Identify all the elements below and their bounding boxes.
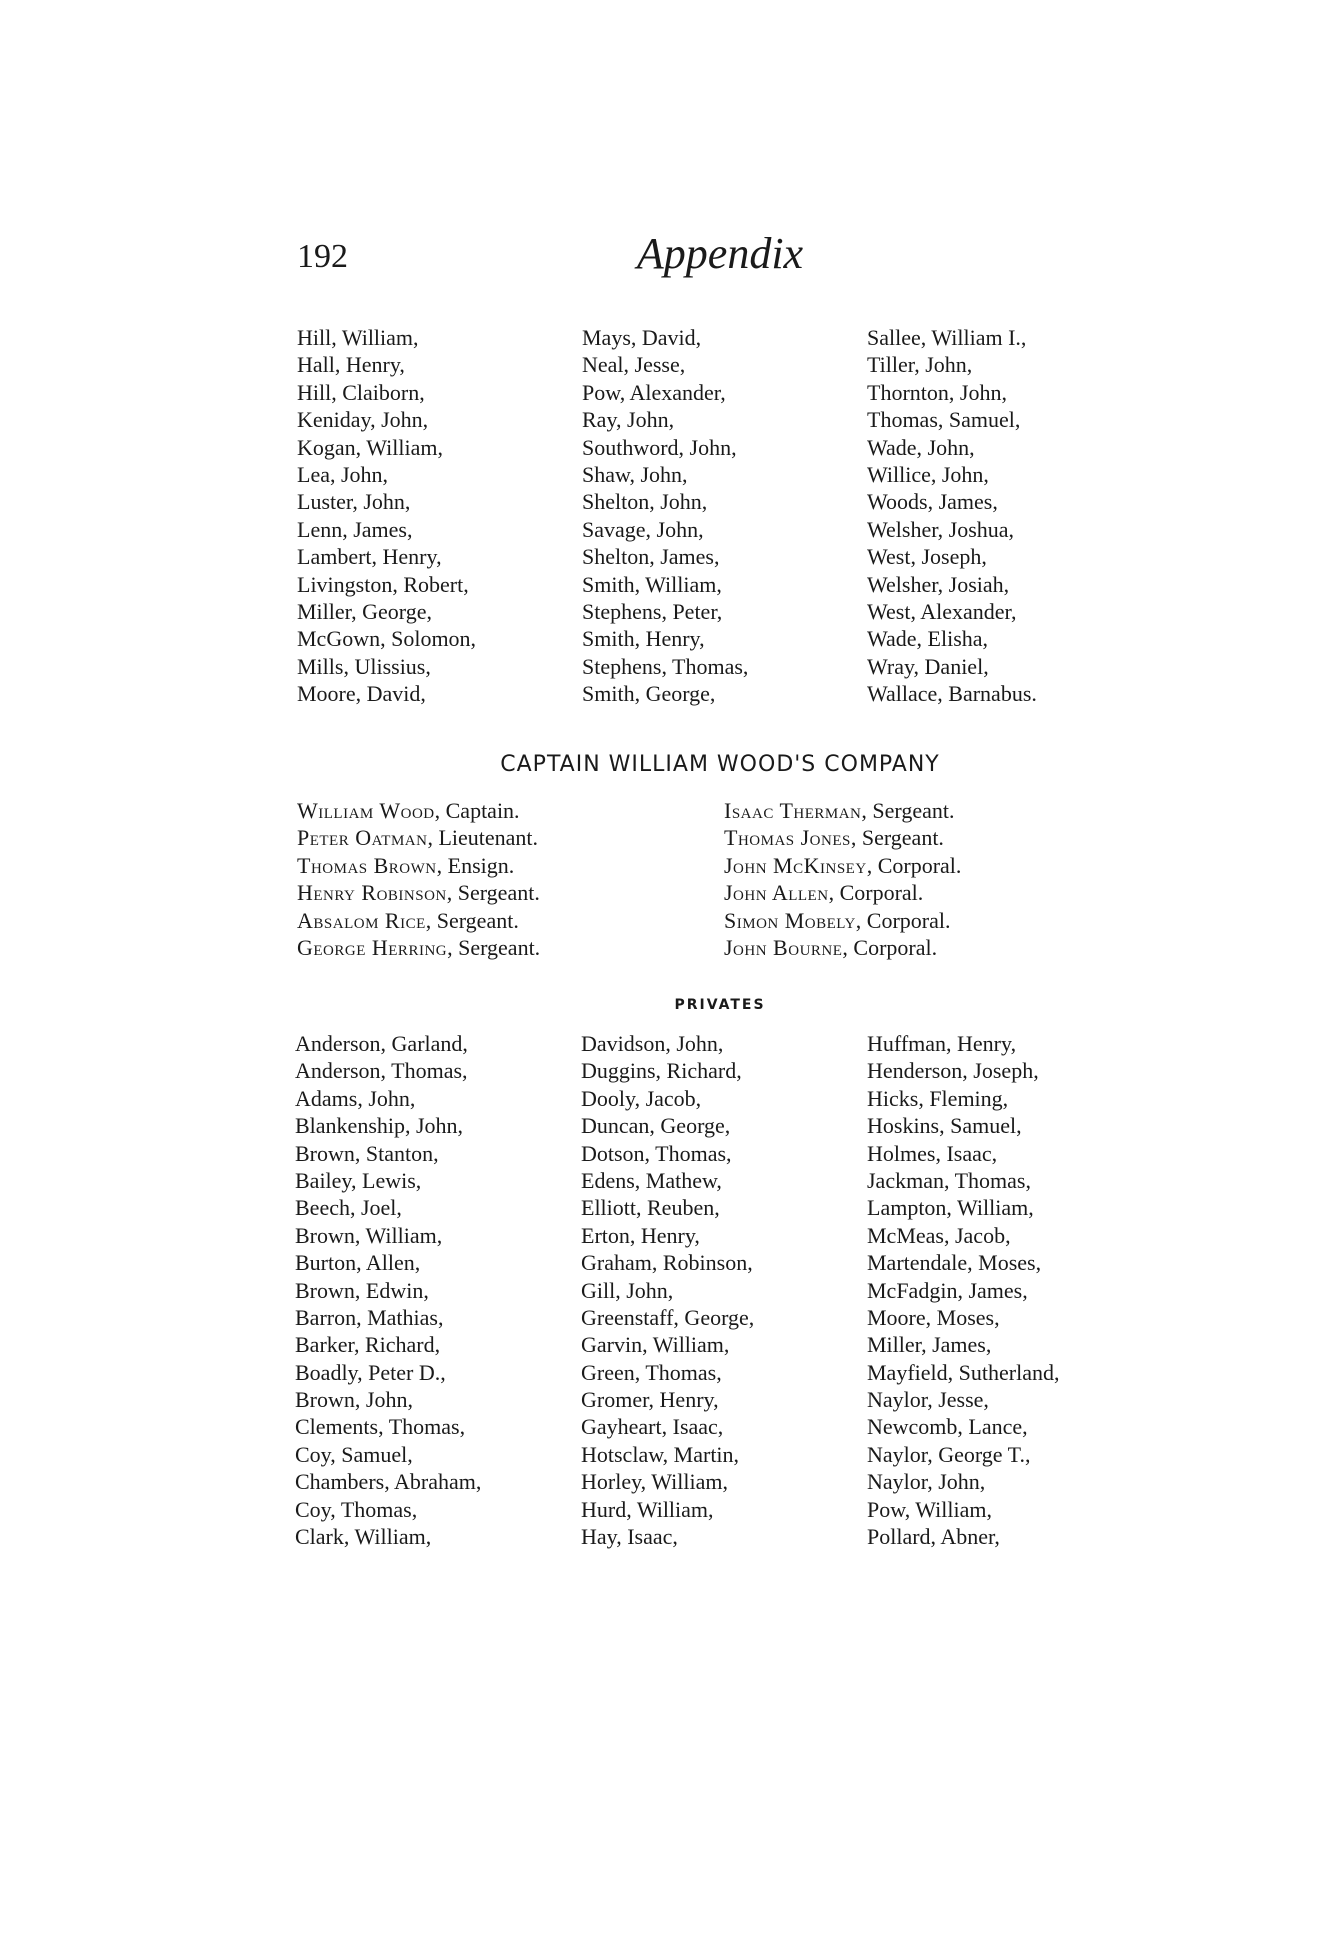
list-item: Sallee, William I., <box>867 325 1027 350</box>
running-head: Appendix <box>636 229 804 278</box>
privates-column-3 <box>867 1030 1059 1550</box>
officer-name: Peter Oatman <box>297 825 428 851</box>
list-item: Savage, John, <box>582 516 704 542</box>
officer-rank: , Sergeant. <box>425 907 519 933</box>
list-item: Moore, Moses, <box>867 1304 1000 1330</box>
officers-right <box>724 797 961 961</box>
list-item: Coy, Samuel, <box>295 1441 413 1467</box>
list-item: Welsher, Joshua, <box>867 516 1015 542</box>
officer-rank: , Sergeant. <box>850 825 944 851</box>
officer-name: John Allen <box>724 880 829 906</box>
officer-name: John Bourne <box>724 934 843 960</box>
list-item: Henderson, Joseph, <box>867 1058 1039 1084</box>
list-item: Mayfield, Sutherland, <box>867 1359 1060 1385</box>
list-item: Dooly, Jacob, <box>581 1085 702 1111</box>
list-item: Brown, Stanton, <box>295 1140 439 1166</box>
list-item: Bailey, Lewis, <box>295 1167 422 1193</box>
list-item: McGown, Solomon, <box>297 626 477 652</box>
list-item: Huffman, Henry, <box>867 1031 1017 1056</box>
list-item: McMeas, Jacob, <box>867 1222 1011 1248</box>
list-item: Welsher, Josiah, <box>867 571 1010 597</box>
list-item: Kogan, William, <box>297 434 443 460</box>
list-item: Lampton, William, <box>867 1195 1034 1221</box>
list-item: Miller, James, <box>867 1332 992 1358</box>
list-item: Southword, John, <box>582 434 737 460</box>
list-item: Barker, Richard, <box>295 1332 441 1358</box>
officer-name: Thomas Jones <box>724 825 851 851</box>
list-item: Adams, John, <box>295 1085 416 1111</box>
top-list-column-3 <box>867 324 1037 707</box>
list-item: Smith, George, <box>582 681 716 707</box>
list-item: Graham, Robinson, <box>581 1250 753 1276</box>
officer-entry <box>297 852 540 879</box>
list-item: Mills, Ulissius, <box>297 653 431 679</box>
list-item: Luster, John, <box>297 489 411 515</box>
list-item: Brown, William, <box>295 1222 443 1248</box>
privates-column-2 <box>581 1030 754 1550</box>
top-list-column-1 <box>297 324 476 707</box>
officer-rank: , Sergeant. <box>861 798 955 823</box>
list-item: McFadgin, James, <box>867 1277 1028 1303</box>
list-item: Anderson, Garland, <box>295 1031 468 1056</box>
list-item: Clark, William, <box>295 1524 432 1550</box>
page-number: 192 <box>297 238 348 275</box>
list-item: Smith, Henry, <box>582 626 705 652</box>
list-item: Coy, Thomas, <box>295 1496 418 1522</box>
list-item: Thomas, Samuel, <box>867 407 1021 433</box>
privates-column-1 <box>295 1030 481 1550</box>
list-item: West, Joseph, <box>867 544 987 570</box>
list-item: Gromer, Henry, <box>581 1387 719 1413</box>
list-item: Hill, Claiborn, <box>297 379 425 405</box>
officer-rank: , Lieutenant. <box>427 825 539 851</box>
list-item: Thornton, John, <box>867 379 1007 405</box>
officer-entry <box>297 907 540 934</box>
officer-rank: , Sergeant. <box>447 934 541 960</box>
list-item: Wade, Elisha, <box>867 626 989 652</box>
list-item: Naylor, John, <box>867 1469 986 1495</box>
list-item: Holmes, Isaac, <box>867 1140 998 1166</box>
list-item: Lea, John, <box>297 461 389 487</box>
officer-name: Thomas Brown <box>297 852 437 878</box>
list-item: Garvin, William, <box>581 1332 730 1358</box>
list-item: Dotson, Thomas, <box>581 1140 732 1166</box>
privates-label: PRIVATES <box>674 997 766 1013</box>
list-item: Barron, Mathias, <box>295 1304 444 1330</box>
officer-rank: , Corporal. <box>828 880 924 906</box>
top-list-column-2 <box>582 324 748 707</box>
list-item: Shelton, John, <box>582 489 708 515</box>
officer-entry <box>724 907 961 934</box>
officer-entry <box>297 797 540 824</box>
list-item: Pow, William, <box>867 1496 993 1522</box>
list-item: Shaw, John, <box>582 461 688 487</box>
list-item: Jackman, Thomas, <box>867 1167 1031 1193</box>
list-item: Tiller, John, <box>867 352 973 378</box>
list-item: Wray, Daniel, <box>867 653 989 679</box>
officer-rank: , Sergeant. <box>446 880 540 906</box>
list-item: Ray, John, <box>582 407 675 433</box>
list-item: Beech, Joel, <box>295 1195 402 1221</box>
list-item: Gill, John, <box>581 1277 674 1303</box>
list-item: Wallace, Barnabus. <box>867 681 1037 707</box>
list-item: Lambert, Henry, <box>297 544 442 570</box>
officer-entry <box>724 852 961 879</box>
list-item: Martendale, Moses, <box>867 1250 1042 1276</box>
list-item: Moore, David, <box>297 681 426 707</box>
list-item: Hurd, William, <box>581 1496 714 1522</box>
officer-rank: , Captain. <box>434 798 520 823</box>
list-item: Hill, William, <box>297 325 419 350</box>
officers-left <box>297 797 540 961</box>
list-item: Woods, James, <box>867 489 998 515</box>
officer-name: George Herring <box>297 934 448 960</box>
officer-entry <box>724 824 961 851</box>
list-item: Clements, Thomas, <box>295 1414 466 1440</box>
list-item: Newcomb, Lance, <box>867 1414 1028 1440</box>
list-item: Hall, Henry, <box>297 352 405 378</box>
list-item: Davidson, John, <box>581 1031 724 1056</box>
officer-name: Absalom Rice <box>297 907 426 933</box>
officer-entry <box>297 934 540 961</box>
list-item: Anderson, Thomas, <box>295 1058 468 1084</box>
officer-name: William Wood <box>297 798 435 823</box>
list-item: Stephens, Peter, <box>582 598 723 624</box>
list-item: Lenn, James, <box>297 516 413 542</box>
list-item: Wade, John, <box>867 434 975 460</box>
list-item: Edens, Mathew, <box>581 1167 722 1193</box>
list-item: Brown, John, <box>295 1387 413 1413</box>
list-item: Elliott, Reuben, <box>581 1195 720 1221</box>
list-item: Hicks, Fleming, <box>867 1085 1009 1111</box>
list-item: Burton, Allen, <box>295 1250 421 1276</box>
officer-entry <box>724 934 961 961</box>
officer-name: John McKinsey <box>724 852 867 878</box>
list-item: Hoskins, Samuel, <box>867 1113 1022 1139</box>
officer-entry <box>297 879 540 906</box>
officer-name: Isaac Therman <box>724 798 862 823</box>
list-item: Pow, Alexander, <box>582 379 726 405</box>
officer-rank: , Corporal. <box>842 934 938 960</box>
officer-entry <box>297 824 540 851</box>
list-item: Brown, Edwin, <box>295 1277 429 1303</box>
officer-rank: , Corporal. <box>866 852 962 878</box>
list-item: Hay, Isaac, <box>581 1524 678 1550</box>
list-item: Duggins, Richard, <box>581 1058 742 1084</box>
officer-rank: , Corporal. <box>855 907 951 933</box>
list-item: Miller, George, <box>297 598 432 624</box>
list-item: Neal, Jesse, <box>582 352 686 378</box>
list-item: Smith, William, <box>582 571 722 597</box>
officer-name: Simon Mobely <box>724 907 856 933</box>
list-item: Mays, David, <box>582 325 702 350</box>
list-item: Livingston, Robert, <box>297 571 469 597</box>
list-item: Boadly, Peter D., <box>295 1359 446 1385</box>
list-item: Erton, Henry, <box>581 1222 700 1248</box>
list-item: Shelton, James, <box>582 544 720 570</box>
list-item: Hotsclaw, Martin, <box>581 1441 740 1467</box>
list-item: Naylor, Jesse, <box>867 1387 989 1413</box>
officer-name: Henry Robinson <box>297 880 447 906</box>
list-item: Stephens, Thomas, <box>582 653 749 679</box>
list-item: Chambers, Abraham, <box>295 1469 482 1495</box>
list-item: Willice, John, <box>867 461 989 487</box>
list-item: Horley, William, <box>581 1469 728 1495</box>
list-item: Green, Thomas, <box>581 1359 722 1385</box>
officer-entry <box>724 797 961 824</box>
officer-entry <box>724 879 961 906</box>
list-item: Greenstaff, George, <box>581 1304 755 1330</box>
list-item: Keniday, John, <box>297 407 429 433</box>
list-item: Blankenship, John, <box>295 1113 464 1139</box>
officer-rank: , Ensign. <box>436 852 515 878</box>
list-item: Gayheart, Isaac, <box>581 1414 724 1440</box>
list-item: Naylor, George T., <box>867 1441 1031 1467</box>
list-item: West, Alexander, <box>867 598 1017 624</box>
list-item: Pollard, Abner, <box>867 1524 1000 1550</box>
list-item: Duncan, George, <box>581 1113 731 1139</box>
section-title: CAPTAIN WILLIAM WOOD'S COMPANY <box>500 752 940 777</box>
